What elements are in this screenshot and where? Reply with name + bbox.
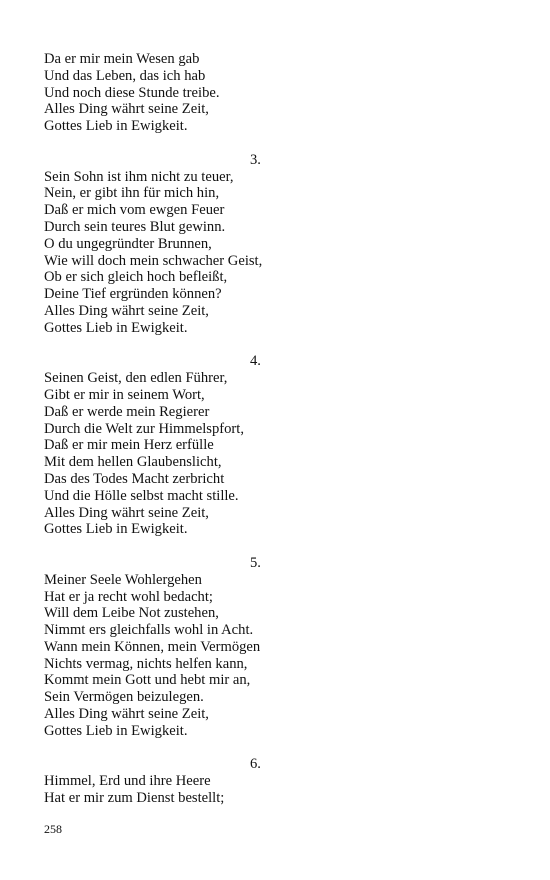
verse-line: Mit dem hellen Glaubenslicht, <box>44 454 222 471</box>
stanza-number: 6. <box>250 756 261 773</box>
verse-line: Hat er mir zum Dienst bestellt; <box>44 790 225 807</box>
verse-line: Kommt mein Gott und hebt mir an, <box>44 672 251 689</box>
stanza <box>44 555 294 740</box>
stanza-gap <box>44 337 294 354</box>
stanza-number: 4. <box>250 353 261 370</box>
verse-line: Und noch diese Stunde treibe. <box>44 84 220 101</box>
verse-line: Wie will doch mein schwacher Geist, <box>44 252 263 269</box>
stanza <box>44 353 294 538</box>
stanza-gap <box>44 538 294 555</box>
verse-line: Nichts vermag, nichts helfen kann, <box>44 655 248 672</box>
verse-line: Alles Ding währt seine Zeit, <box>44 302 209 319</box>
page-number: 258 <box>44 822 62 836</box>
verse-line: Deine Tief ergründen können? <box>44 286 222 303</box>
verse-line: Sein Sohn ist ihm nicht zu teuer, <box>44 168 234 185</box>
verse-line: Gottes Lieb in Ewigkeit. <box>44 118 188 135</box>
stanza-number: 3. <box>250 151 261 168</box>
verse-line: Daß er mich vom ewgen Feuer <box>44 202 225 219</box>
poem-body <box>44 51 294 807</box>
stanza-number: 5. <box>250 554 261 571</box>
verse-line: Gottes Lieb in Ewigkeit. <box>44 722 188 739</box>
stanza <box>44 51 294 135</box>
verse-line: Das des Todes Macht zerbricht <box>44 470 225 487</box>
verse-line: Alles Ding währt seine Zeit, <box>44 101 209 118</box>
verse-line: Sein Vermögen beizulegen. <box>44 689 204 706</box>
verse-line: Alles Ding währt seine Zeit, <box>44 504 209 521</box>
stanza-gap <box>44 135 294 152</box>
verse-line: Will dem Leibe Not zustehen, <box>44 605 219 622</box>
verse-line: Wann mein Können, mein Vermögen <box>44 638 261 655</box>
verse-line: Daß er werde mein Regierer <box>44 403 210 420</box>
verse-line: Meiner Seele Wohlergehen <box>44 571 202 588</box>
verse-line: Durch sein teures Blut gewinn. <box>44 218 226 235</box>
stanza-gap <box>44 740 294 757</box>
verse-line: Himmel, Erd und ihre Heere <box>44 773 211 790</box>
verse-line: Gottes Lieb in Ewigkeit. <box>44 319 188 336</box>
verse-line: Ob er sich gleich hoch befleißt, <box>44 269 228 286</box>
verse-line: Alles Ding währt seine Zeit, <box>44 706 209 723</box>
verse-line: O du ungegründter Brunnen, <box>44 235 212 252</box>
verse-line: Und das Leben, das ich hab <box>44 67 206 84</box>
verse-line: Daß er mir mein Herz erfülle <box>44 437 214 454</box>
verse-line: Seinen Geist, den edlen Führer, <box>44 370 228 387</box>
stanza <box>44 152 294 337</box>
verse-line: Durch die Welt zur Himmelspfort, <box>44 420 244 437</box>
verse-line: Gibt er mir in seinem Wort, <box>44 386 205 403</box>
verse-line: Hat er ja recht wohl bedacht; <box>44 588 213 605</box>
verse-line: Nein, er gibt ihn für mich hin, <box>44 185 220 202</box>
verse-line: Und die Hölle selbst macht stille. <box>44 487 239 504</box>
verse-line: Nimmt ers gleichfalls wohl in Acht. <box>44 622 254 639</box>
stanza <box>44 756 294 806</box>
verse-line: Da er mir mein Wesen gab <box>44 51 200 67</box>
verse-line: Gottes Lieb in Ewigkeit. <box>44 521 188 538</box>
